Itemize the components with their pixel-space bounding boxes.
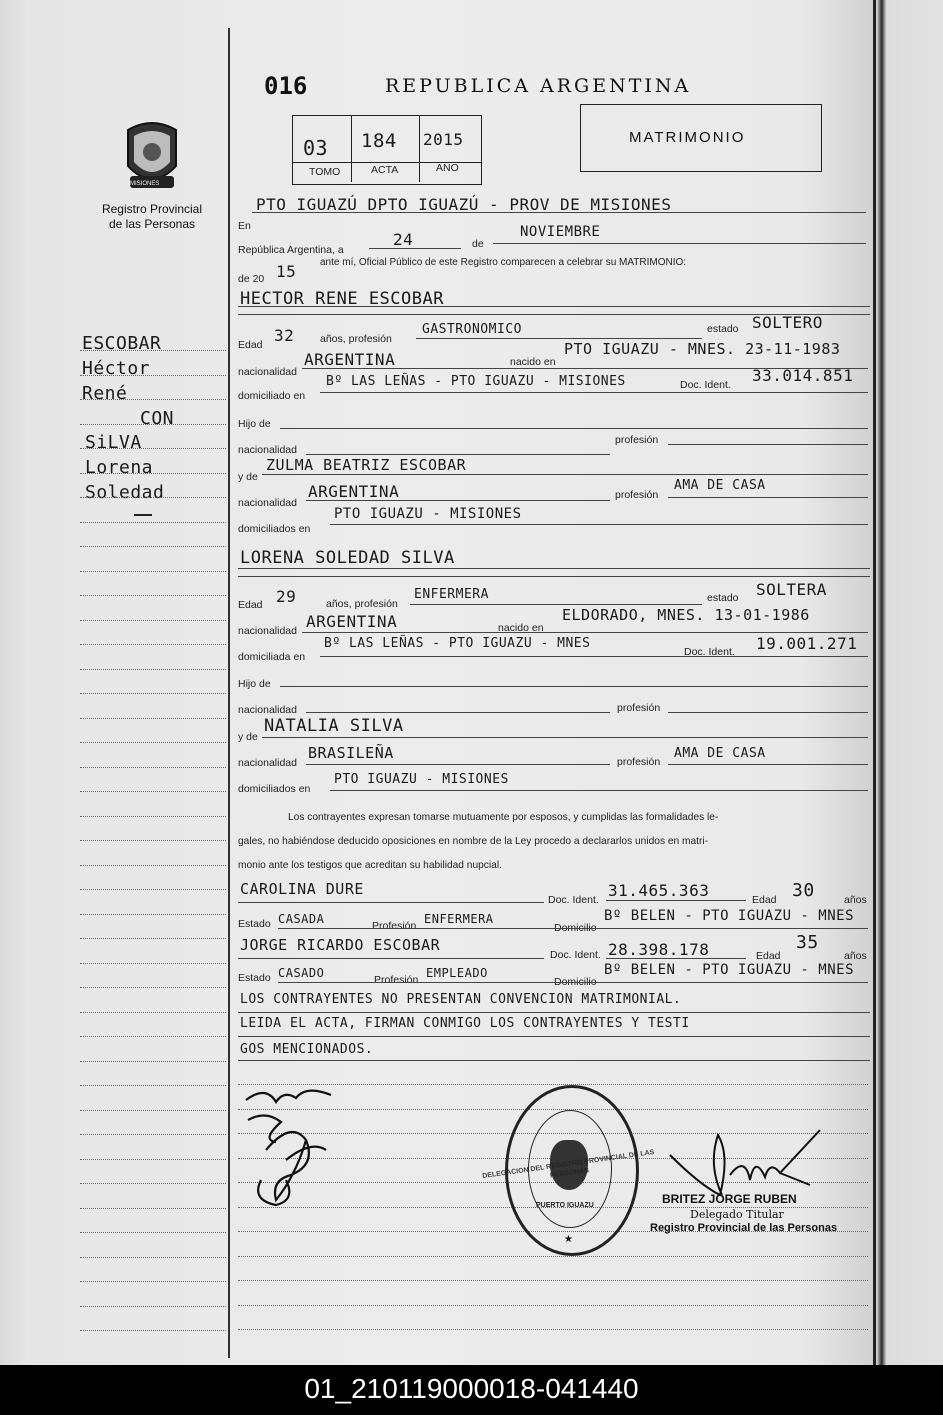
bride-mother: NATALIA SILVA — [264, 716, 404, 736]
witness1-status: CASADA — [278, 912, 325, 926]
ruled-line — [80, 1183, 226, 1184]
ruled-line — [80, 424, 226, 425]
ruled-line — [80, 448, 226, 449]
declaration-line: gales, no habiéndose deducido oposiciones en nombre de la Ley procedo a declararlos unidos en matri- — [238, 836, 709, 847]
edad-t-label: Edad — [756, 950, 781, 962]
ruled-line — [80, 375, 226, 376]
logo-banner-text: MISIONES — [130, 181, 160, 187]
note-line: LOS CONTRAYENTES NO PRESENTAN CONVENCION MATRIMONIAL. — [240, 992, 682, 1007]
declaration-line: Los contrayentes expresan tomarse mutuamente por esposos, y cumplidas las formalidades le- — [288, 812, 719, 823]
witness2-status: CASADO — [278, 966, 325, 980]
margin-rule — [228, 28, 230, 1358]
bride-profession: ENFERMERA — [414, 587, 489, 602]
stamp-text: DELEGACION DEL REGISTRO PROVINCIAL DE LAS PERSONAS — [481, 1148, 655, 1181]
hijo-label: Hijo de — [238, 418, 271, 430]
margin-note-underline — [134, 514, 152, 516]
margin-note: René — [82, 383, 128, 404]
edad-label: Edad — [238, 339, 263, 351]
ruled-line — [80, 644, 226, 645]
ruled-line — [80, 1134, 226, 1135]
ruled-line — [80, 693, 226, 694]
ruled-line — [80, 1330, 226, 1331]
bride-age: 29 — [276, 587, 297, 606]
act-type-box — [580, 104, 822, 172]
groom-birth: PTO IGUAZU - MNES. 23-11-1983 — [564, 340, 841, 358]
yde-label: y de — [238, 471, 258, 483]
ruled-line — [238, 1305, 868, 1306]
ruled-line — [80, 1085, 226, 1086]
ruled-line — [80, 546, 226, 547]
domicilio-t-label: Domicilio — [554, 922, 597, 934]
official-role: Delegado Titular — [690, 1208, 784, 1221]
anios-label: años, profesión — [320, 333, 392, 345]
bride-mother-profession: AMA DE CASA — [674, 746, 766, 761]
anios-t-label: años — [844, 950, 867, 962]
witness2-name: JORGE RICARDO ESCOBAR — [240, 936, 441, 954]
tomo-value: 03 — [303, 136, 329, 160]
ruled-line — [80, 889, 226, 890]
official-org: Registro Provincial de las Personas — [650, 1222, 838, 1234]
domiciliado-label: domiciliado en — [238, 390, 306, 402]
estado-t-label: Estado — [238, 972, 271, 984]
stamp-city: PUERTO IGUAZU — [536, 1202, 594, 1209]
witness2-profession: EMPLEADO — [426, 966, 488, 980]
bride-status: SOLTERA — [756, 580, 827, 599]
act-type: MATRIMONIO — [629, 129, 746, 146]
witness1-age: 30 — [792, 880, 815, 901]
margin-note: Lorena — [85, 457, 154, 478]
bride-birth: ELDORADO, MNES. 13-01-1986 — [562, 606, 810, 624]
acta-value: 184 — [361, 130, 397, 152]
registry-line1: Registro Provincial — [101, 202, 203, 216]
ruled-line — [80, 522, 226, 523]
bride-name: LORENA SOLEDAD SILVA — [240, 548, 455, 568]
stamp-star: ★ — [564, 1234, 573, 1245]
ruled-line — [80, 1281, 226, 1282]
ruled-line — [80, 914, 226, 915]
bride-mother-nationality: BRASILEÑA — [308, 744, 394, 762]
month: NOVIEMBRE — [520, 224, 601, 240]
ruled-line — [80, 595, 226, 596]
footer-band — [0, 1365, 943, 1415]
groom-parents-address: PTO IGUAZU - MISIONES — [334, 506, 522, 522]
tomo-acta-box — [292, 115, 482, 185]
year: 15 — [276, 262, 297, 281]
note-line: LEIDA EL ACTA, FIRMAN CONMIGO LOS CONTRAYENTES Y TESTI — [240, 1016, 690, 1031]
act-number: 016 — [264, 72, 308, 100]
ruled-line — [80, 816, 226, 817]
margin-note: Soledad — [85, 482, 165, 503]
nacido-label: nacido en — [510, 356, 556, 368]
witness1-name: CAROLINA DURE — [240, 880, 364, 898]
profesion-label: profesión — [617, 702, 661, 714]
bride-address: Bº LAS LEÑAS - PTO IGUAZU - MNES — [324, 636, 591, 651]
anio-value: 2015 — [423, 130, 464, 149]
nacionalidad-label: nacionalidad — [238, 757, 297, 769]
registry-name — [88, 202, 216, 232]
ruled-line — [238, 1256, 868, 1257]
profesion-t-label: Profesión — [372, 920, 417, 932]
nacionalidad-label: nacionalidad — [238, 366, 297, 378]
ruled-line — [80, 865, 226, 866]
ruled-line — [80, 1061, 226, 1062]
ruled-line — [80, 938, 226, 939]
witness1-doc: 31.465.363 — [608, 881, 710, 900]
estado-t-label: Estado — [238, 918, 271, 930]
groom-name: HECTOR RENE ESCOBAR — [240, 289, 444, 309]
ruled-line — [80, 1012, 226, 1013]
ruled-line — [80, 767, 226, 768]
ruled-line — [80, 1036, 226, 1037]
nacido-label: nacido en — [498, 622, 544, 634]
anios-t-label: años — [844, 894, 867, 906]
year-prefix: de 20 — [238, 273, 265, 285]
witness2-doc: 28.398.178 — [608, 940, 710, 959]
profesion-label: profesión — [617, 756, 661, 768]
groom-address: Bº LAS LEÑAS - PTO IGUAZU - MISIONES — [326, 374, 626, 389]
document-code: 01_210119000018-041440 — [304, 1373, 639, 1404]
intro-text: ante mí, Oficial Público de este Registro comparecen a celebrar su MATRIMONIO: — [320, 257, 687, 268]
page-edge — [873, 0, 876, 1365]
doc-t-label: Doc. Ident. — [548, 894, 599, 906]
anio-label: AÑO — [436, 162, 459, 174]
nacionalidad-label: nacionalidad — [238, 625, 297, 637]
groom-age: 32 — [274, 326, 295, 345]
estado-label: estado — [707, 592, 739, 604]
ruled-line — [80, 399, 226, 400]
hijo-label: Hijo de — [238, 678, 271, 690]
witness2-age: 35 — [796, 932, 819, 953]
domicilio-t-label: Domicilio — [554, 976, 597, 988]
estado-label: estado — [707, 323, 739, 335]
groom-profession: GASTRONOMICO — [422, 322, 522, 337]
groom-doc: 33.014.851 — [752, 366, 854, 385]
bride-doc: 19.001.271 — [756, 634, 858, 653]
tomo-label: TOMO — [309, 166, 341, 178]
de-label: de — [472, 238, 484, 250]
ruled-line — [80, 840, 226, 841]
profesion-label: profesión — [615, 434, 659, 446]
ruled-line — [80, 1306, 226, 1307]
nacionalidad-label: nacionalidad — [238, 444, 297, 456]
nacionalidad-label: nacionalidad — [238, 704, 297, 716]
profesion-label: profesión — [615, 489, 659, 501]
bride-parents-address: PTO IGUAZU - MISIONES — [334, 772, 509, 787]
margin-note: Héctor — [82, 358, 151, 379]
ruled-line — [80, 1110, 226, 1111]
declaration-line: monio ante los testigos que acreditan su habilidad nupcial. — [238, 860, 502, 871]
ruled-line — [80, 1159, 226, 1160]
ruled-line — [80, 620, 226, 621]
ruled-line — [80, 350, 226, 351]
groom-nationality: ARGENTINA — [304, 350, 396, 369]
profesion-t-label: Profesión — [374, 974, 419, 986]
ruled-line — [80, 571, 226, 572]
country-title: REPUBLICA ARGENTINA — [385, 75, 692, 97]
ruled-line — [80, 497, 226, 498]
ruled-line — [238, 1329, 868, 1330]
doc-label: Doc. Ident. — [684, 646, 735, 658]
official-name: BRITEZ JORGE RUBEN — [662, 1192, 797, 1206]
note-line: GOS MENCIONADOS. — [240, 1042, 374, 1057]
doc-t-label: Doc. Ident. — [550, 949, 601, 961]
margin-note: CON — [140, 408, 175, 429]
witness1-address: Bº BELEN - PTO IGUAZU - MNES — [604, 908, 855, 924]
ruled-line — [80, 742, 226, 743]
acta-label: ACTA — [371, 164, 399, 176]
witness1-profession: ENFERMERA — [424, 912, 494, 926]
ruled-line — [80, 473, 226, 474]
yde-label: y de — [238, 731, 258, 743]
day: 24 — [393, 230, 414, 249]
ruled-line — [80, 1208, 226, 1209]
ruled-line — [238, 1280, 868, 1281]
groom-mother-profession: AMA DE CASA — [674, 478, 766, 493]
place: PTO IGUAZÚ DPTO IGUAZÚ - PROV DE MISIONES — [256, 195, 672, 214]
ruled-line — [80, 1232, 226, 1233]
ruled-line — [80, 987, 226, 988]
ruled-line — [80, 963, 226, 964]
republica-label: República Argentina, a — [238, 244, 344, 256]
margin-note: ESCOBAR — [82, 333, 162, 354]
groom-mother: ZULMA BEATRIZ ESCOBAR — [266, 456, 467, 474]
witness2-address: Bº BELEN - PTO IGUAZU - MNES — [604, 962, 855, 978]
doc-label: Doc. Ident. — [680, 379, 731, 391]
edad-label: Edad — [238, 599, 263, 611]
registry-line2: de las Personas — [108, 217, 196, 231]
edad-t-label: Edad — [752, 894, 777, 906]
domiciliados-label: domiciliados en — [238, 783, 311, 795]
anios-label: años, profesión — [326, 598, 398, 610]
en-label: En — [238, 220, 251, 232]
groom-status: SOLTERO — [752, 313, 823, 332]
domiciliados-label: domiciliados en — [238, 523, 311, 535]
ruled-line — [80, 718, 226, 719]
ruled-line — [80, 669, 226, 670]
ruled-line — [80, 1257, 226, 1258]
ruled-line — [80, 791, 226, 792]
margin-note: SiLVA — [85, 432, 142, 453]
domiciliada-label: domiciliada en — [238, 651, 306, 663]
nacionalidad-label: nacionalidad — [238, 497, 297, 509]
signature-left — [236, 1080, 346, 1215]
bride-nationality: ARGENTINA — [306, 612, 398, 631]
groom-mother-nationality: ARGENTINA — [308, 482, 400, 501]
